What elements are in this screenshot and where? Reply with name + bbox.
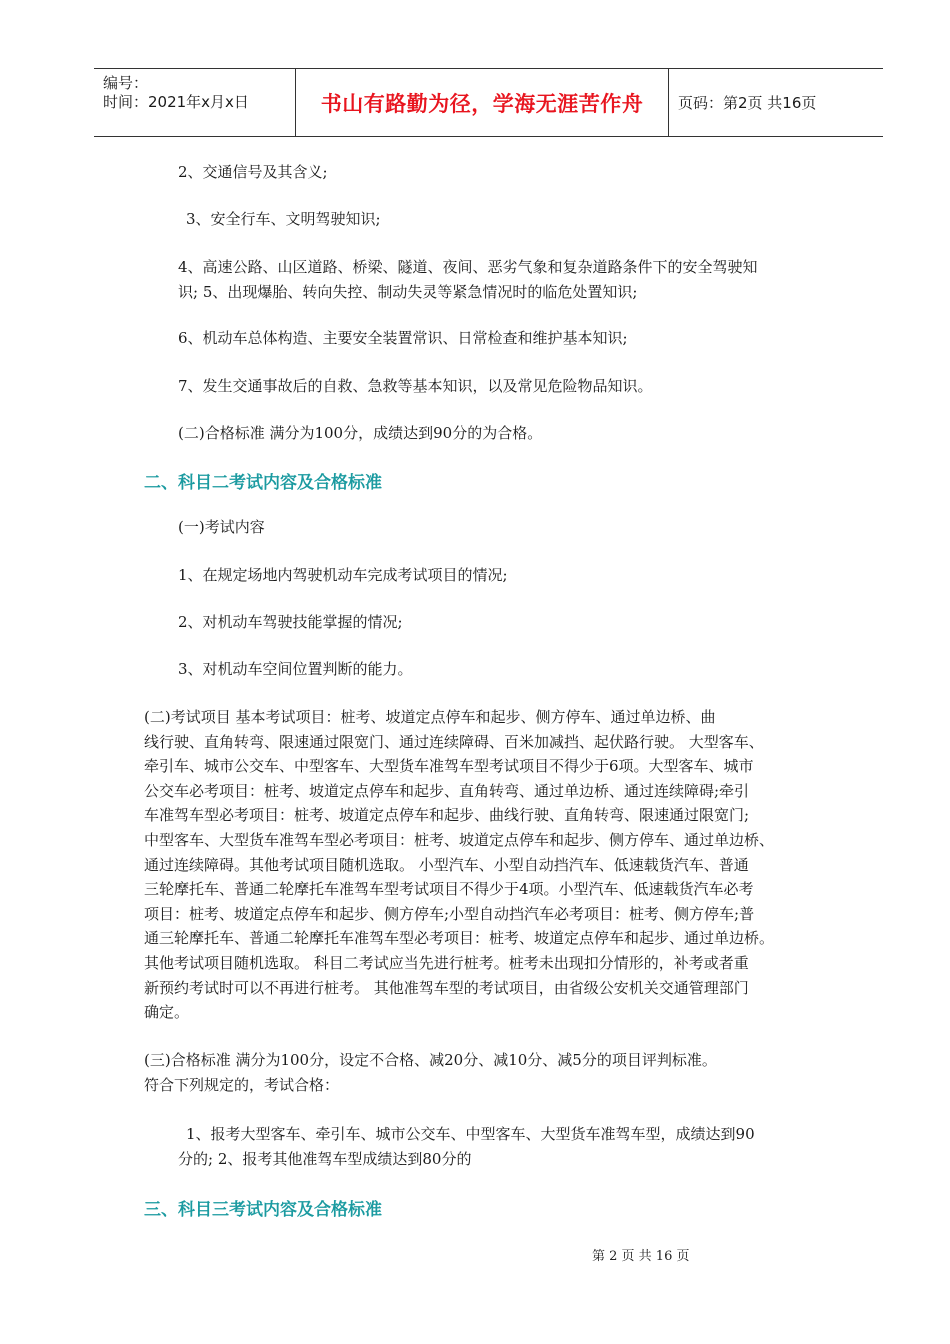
text-line: 三轮摩托车、普通二轮摩托车准驾车型考试项目不得少于4项。小型汽车、低速载货汽车必考 [144,880,754,899]
list-item: 2、对机动车驾驶技能掌握的情况; [178,613,403,631]
list-item: 3、对机动车空间位置判断的能力。 [178,660,413,678]
text-line: 识; 5、出现爆胎、转向失控、制动失灵等紧急情况时的临危处置知识; [178,282,638,301]
text-line: 车准驾车型必考项目：桩考、坡道定点停车和起步、曲线行驶、直角转弯、限速通过限宽门; [144,806,750,825]
header-table [94,68,883,137]
header-meta-cell [94,69,296,136]
paragraph-pass-standard [144,1048,844,1097]
list-item: 7、发生交通事故后的自救、急救等基本知识，以及常见危险物品知识。 [178,377,653,395]
text-line: 牵引车、城市公交车、中型客车、大型货车准驾车型考试项目不得少于6项。大型客车、城市 [144,757,754,776]
text-line: 项目：桩考、坡道定点停车和起步、侧方停车;小型自动挡汽车必考项目：桩考、侧方停车;普 [144,904,755,923]
text-line: (二)考试项目 基本考试项目：桩考、坡道定点停车和起步、侧方停车、通过单边桥、曲 [144,708,716,726]
text-line: 符合下列规定的，考试合格： [144,1075,340,1094]
text-line: 线行驶、直角转弯、限速通过限宽门、通过连续障碍、百米加减挡、起伏路行驶。 大型客车、 [144,732,764,751]
text-line: 4、高速公路、山区道路、桥梁、隧道、夜间、恶劣气象和复杂道路条件下的安全驾驶知 [178,258,758,276]
section-heading: 二、科目二考试内容及合格标准 [144,473,382,493]
paragraph: (一)考试内容 [178,518,265,536]
text-line: 新预约考试时可以不再进行桩考。 其他准驾车型的考试项目，由省级公安机关交通管理部门 [144,978,749,997]
header-motto: 书山有路勤为径，学海无涯苦作舟 [320,91,644,116]
text-line: 通三轮摩托车、普通二轮摩托车准驾车型必考项目：桩考、坡道定点停车和起步、通过单边桥。 [144,929,775,948]
list-item: 2、交通信号及其含义; [178,163,328,181]
text-line: 分的; 2、报考其他准驾车型成绩达到80分的 [178,1149,472,1168]
header-time-label: 时间：2021年x月x日 [103,93,249,111]
paragraph-pass-rules [178,1122,838,1171]
paragraph: (二)合格标准 满分为100分，成绩达到90分的为合格。 [178,424,543,442]
text-line: (三)合格标准 满分为100分，设定不合格、减20分、减10分、减5分的项目评判标准。 [144,1051,717,1069]
list-item: 3、安全行车、文明驾驶知识; [186,210,381,228]
text-line: 其他考试项目随机选取。 科目二考试应当先进行桩考。桩考未出现扣分情形的，补考或者重 [144,953,749,972]
list-item: 1、在规定场地内驾驶机动车完成考试项目的情况; [178,566,508,584]
paragraph-exam-projects [144,705,844,1025]
text-line: 1、报考大型客车、牵引车、城市公交车、中型客车、大型货车准驾车型，成绩达到90 [186,1125,755,1143]
header-motto-cell [296,69,669,136]
list-item-multiline [144,255,844,304]
text-line: 中型客车、大型货车准驾车型必考项目：桩考、坡道定点停车和起步、侧方停车、通过单边桥、 [144,830,775,849]
list-item: 6、机动车总体构造、主要安全装置常识、日常检查和维护基本知识; [178,329,628,347]
section-heading: 三、科目三考试内容及合格标准 [144,1200,382,1220]
page-footer: 第 2 页 共 16 页 [592,1249,690,1264]
text-line: 通过连续障碍。其他考试项目随机选取。 小型汽车、小型自动挡汽车、低速载货汽车、普通 [144,855,749,874]
header-number-label: 编号： [103,74,149,92]
header-page-number: 页码：第2页 共16页 [678,94,817,112]
header-page-cell [669,69,883,136]
text-line: 确定。 [144,1003,190,1022]
text-line: 公交车必考项目：桩考、坡道定点停车和起步、直角转弯、通过单边桥、通过连续障碍;牵引 [144,781,750,800]
